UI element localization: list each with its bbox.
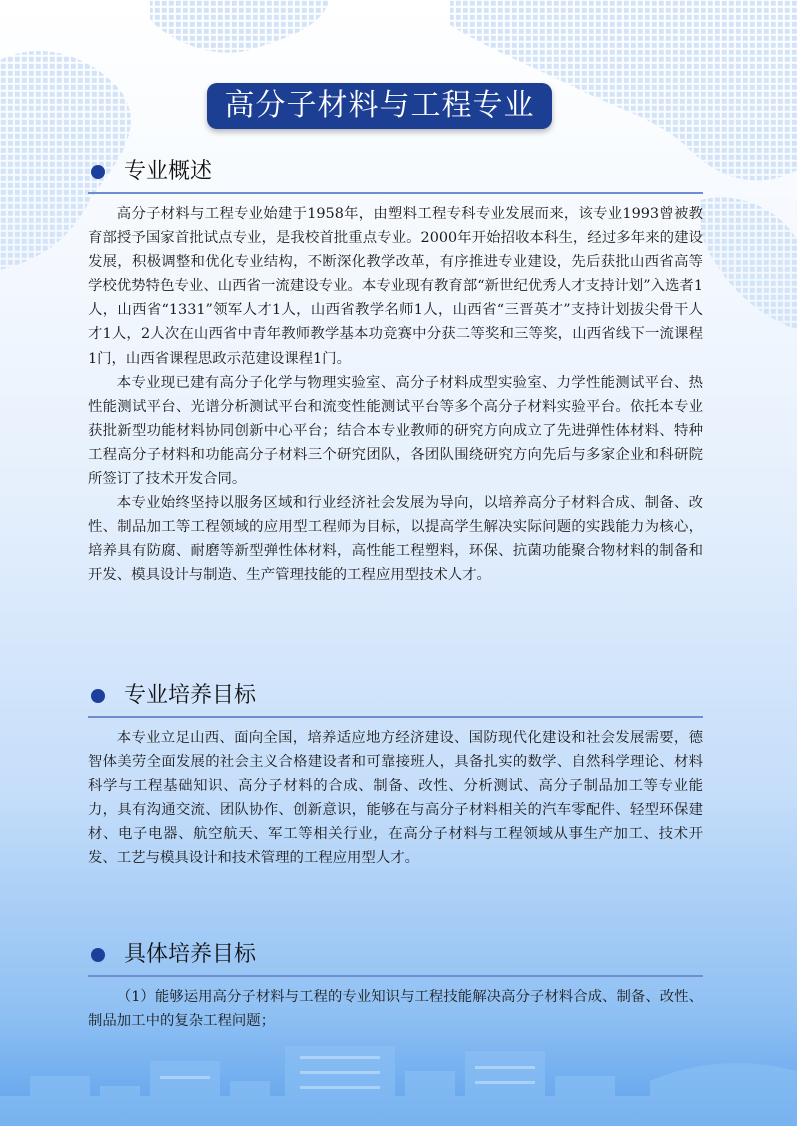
overview-paragraph-3: 本专业始终坚持以服务区域和行业经济社会发展为导向，以培养高分子材料合成、制备、改性、制品加工等工程领域的应用型工程师为目标，以提高学生解决实际问题的实践能力为核心，培养具有防腐、耐磨等新型弹性体材料，高性能工程塑料，环保、抗菌功能聚合物材料的制备和开发、模具设计与制造、生产管理技能的工程应用型技术人才。 <box>88 495 703 584</box>
training-goal-paragraph: 本专业立足山西、面向全国，培养适应地方经济建设、国防现代化建设和社会发展需要，德智体美劳全面发展的社会主义合格建设者和可靠接班人，具备扎实的数学、自然科学理论、材料科学与工程基础知识、高分子材料的合成、制备、改性、分析测试、高分子制品加工等专业能力，具有沟通交流、团队协作、创新意识，能够在与高分子材料相关的汽车零配件、轻型环保建材、电子电器、航空航天、军工等相关行业，在高分子材料与工程领域从事生产加工、技术开发、工艺与模具设计和技术管理的工程应用型人才。 <box>88 730 703 867</box>
section-title: 专业概述 <box>124 159 213 184</box>
section-heading-overview <box>88 152 703 194</box>
bullet-dot-icon <box>91 165 105 179</box>
bullet-dot-icon <box>91 689 105 703</box>
overview-paragraph-2: 本专业现已建有高分子化学与物理实验室、高分子材料成型实验室、力学性能测试平台、热性能测试平台、光谱分析测试平台和流变性能测试平台等多个高分子材料实验平台。依托本专业获批新型功能材料协同创新中心平台；结合本专业教师的研究方向成立了先进弹性体材料、特种工程高分子材料和功能高分子材料三个研究团队，各团队围绕研究方向先后与多家企业和科研院所签订了技术开发合同。 <box>88 374 703 488</box>
section-overview <box>88 152 703 588</box>
page-title-banner: 高分子材料与工程专业 <box>207 83 552 129</box>
section-heading-training-goal <box>88 676 703 718</box>
section-heading-specific-goals <box>88 935 703 977</box>
section-title: 专业培养目标 <box>124 683 257 708</box>
section-training-goal <box>88 676 703 871</box>
section-title: 具体培养目标 <box>124 942 257 967</box>
specific-goal-item-1: （1）能够运用高分子材料与工程的专业知识与工程技能解决高分子材料合成、制备、改性、制品加工中的复杂工程问题； <box>88 989 703 1030</box>
bullet-dot-icon <box>91 948 105 962</box>
campus-skyline-illustration <box>0 1026 797 1126</box>
section-specific-goals <box>88 935 703 1033</box>
overview-paragraph-1: 高分子材料与工程专业始建于1958年，由塑料工程专科专业发展而来，该专业1993曾被教育部授予国家首批试点专业，是我校首批重点专业。2000年开始招收本科生，经过多年来的建设发展，积极调整和优化专业结构，不断深化教学改革，有序推进专业建设，先后获批山西省高等学校优势特色专业、山西省一流建设专业。本专业现有教育部“新世纪优秀人才支持计划”入选者1人，山西省“1331”领军人才1人，山西省教学名师1人，山西省“三晋英才”支持计划拔尖骨干人才1人，2人次在山西省中青年教师教学基本功竞赛中分获二等奖和三等奖，山西省线下一流课程1门，山西省课程思政示范建设课程1门。 <box>88 206 703 367</box>
